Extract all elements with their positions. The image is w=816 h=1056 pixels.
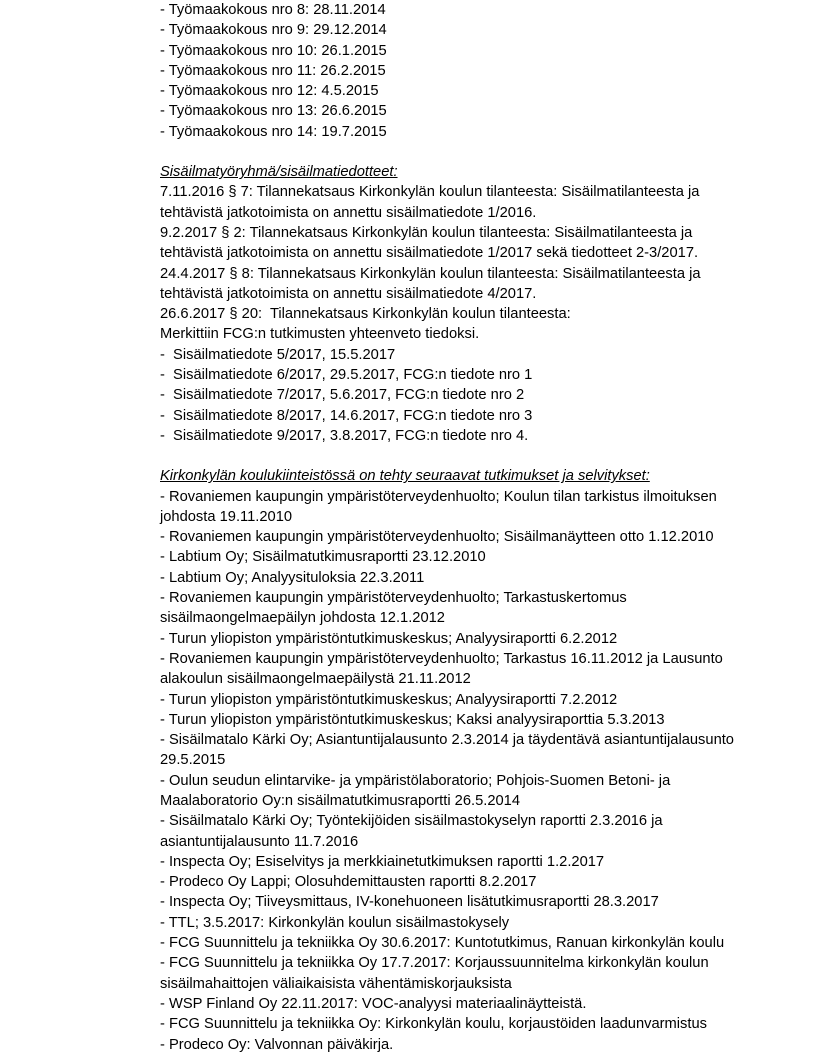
list-item: - FCG Suunnittelu ja tekniikka Oy: Kirkonkylän koulu, korjaustöiden laadunvarmistus (160, 1016, 707, 1033)
list-item: - FCG Suunnittelu ja tekniikka Oy 30.6.2017: Kuntotutkimus, Ranuan kirkonkylän koulu (160, 935, 725, 952)
list-item: - Työmaakokous nro 14: 19.7.2015 (160, 123, 387, 140)
list-item: - Työmaakokous nro 11: 26.2.2015 (160, 62, 386, 79)
section-tutkimukset (160, 466, 744, 1055)
list-item: - Turun yliopiston ympäristöntutkimuskeskus; Analyysiraportti 6.2.2012 (160, 630, 618, 647)
list-item: - Työmaakokous nro 9: 29.12.2014 (160, 22, 387, 39)
paragraph: 26.6.2017 § 20: Tilannekatsaus Kirkonkylän koulun tilanteesta: (160, 306, 571, 323)
section-heading: Sisäilmatyöryhmä/sisäilmatiedotteet: (160, 164, 398, 181)
list-item: - Rovaniemen kaupungin ympäristöterveydenhuolto; Koulun tilan tarkistus ilmoituksen johdosta 19.11.2010 (160, 488, 721, 525)
list-item: - Labtium Oy; Sisäilmatutkimusraportti 23.12.2010 (160, 549, 486, 566)
list-item: - Rovaniemen kaupungin ympäristöterveydenhuolto; Sisäilmanäytteen otto 1.12.2010 (160, 529, 714, 546)
list-item: - Turun yliopiston ympäristöntutkimuskeskus; Analyysiraportti 7.2.2012 (160, 691, 618, 708)
list-item: - Inspecta Oy; Tiiveysmittaus, IV-konehuoneen lisätutkimusraportti 28.3.2017 (160, 894, 659, 911)
section-heading: Kirkonkylän koulukiinteistössä on tehty seuraavat tutkimukset ja selvitykset: (160, 468, 650, 485)
list-item: - WSP Finland Oy 22.11.2017: VOC-analyysi materiaalinäytteistä. (160, 995, 587, 1012)
section-spacer (160, 446, 744, 466)
list-item: - Turun yliopiston ympäristöntutkimuskeskus; Kaksi analyysiraporttia 5.3.2013 (160, 711, 665, 728)
list-item: - Labtium Oy; Analyysituloksia 22.3.2011 (160, 569, 425, 586)
list-item: - Työmaakokous nro 8: 28.11.2014 (160, 2, 386, 18)
list-item: - FCG Suunnittelu ja tekniikka Oy 17.7.2017: Korjaussuunnitelma kirkonkylän koulun sisäilmahaittojen väliaikaisista vähentämiskorjauksista (160, 955, 713, 992)
paragraph: Merkittiin FCG:n tutkimusten yhteenveto tiedoksi. (160, 326, 480, 343)
list-item: - Inspecta Oy; Esiselvitys ja merkkiainetutkimuksen raportti 1.2.2017 (160, 853, 605, 870)
list-item: - Sisäilmatalo Kärki Oy; Asiantuntijalausunto 2.3.2014 ja täydentävä asiantuntijalausunto 29.5.2015 (160, 732, 739, 769)
list-item: - Sisäilmatiedote 8/2017, 14.6.2017, FCG:n tiedote nro 3 (160, 407, 533, 424)
list-item: - Rovaniemen kaupungin ympäristöterveydenhuolto; Tarkastuskertomus sisäilmaongelmaepäilyn johdosta 12.1.2012 (160, 590, 631, 627)
list-item: - TTL; 3.5.2017: Kirkonkylän koulun sisäilmastokysely (160, 914, 510, 931)
list-item: - Sisäilmatiedote 7/2017, 5.6.2017, FCG:n tiedote nro 2 (160, 387, 525, 404)
meeting-list (160, 0, 744, 142)
list-item: - Sisäilmatiedote 6/2017, 29.5.2017, FCG:n tiedote nro 1 (160, 367, 533, 384)
paragraph: 9.2.2017 § 2: Tilannekatsaus Kirkonkylän koulun tilanteesta: Sisäilmatilanteesta ja tehtävistä jatkotoimista on annettu sisäilmatiedote 1/2017 sekä tiedotteet 2-3/2017. (160, 224, 699, 262)
list-item: - Työmaakokous nro 12: 4.5.2015 (160, 83, 379, 100)
section-spacer (160, 142, 744, 162)
list-item: - Prodeco Oy Lappi; Olosuhdemittausten raportti 8.2.2017 (160, 874, 537, 891)
paragraph: 24.4.2017 § 8: Tilannekatsaus Kirkonkylän koulun tilanteesta: Sisäilmatilanteesta ja tehtävistä jatkotoimista on annettu sisäilmatiedote 4/2017. (160, 265, 705, 302)
list-item: - Työmaakokous nro 10: 26.1.2015 (160, 42, 387, 59)
list-item: - Sisäilmatiedote 9/2017, 3.8.2017, FCG:n tiedote nro 4. (160, 427, 529, 444)
section-sisailmatyoryhma (160, 162, 744, 446)
list-item: - Sisäilmatalo Kärki Oy; Työntekijöiden sisäilmastokyselyn raportti 2.3.2016 ja asiantuntijalausunto 11.7.2016 (160, 813, 667, 850)
list-item: - Oulun seudun elintarvike- ja ympäristölaboratorio; Pohjois-Suomen Betoni- ja Maalaboratorio Oy:n sisäilmatutkimusraportti 26.5.2014 (160, 772, 675, 809)
list-item: - Prodeco Oy: Valvonnan päiväkirja. (160, 1036, 394, 1053)
paragraph: 7.11.2016 § 7: Tilannekatsaus Kirkonkylän koulun tilanteesta: Sisäilmatilanteesta ja tehtävistä jatkotoimista on annettu sisäilmatiedote 1/2016. (160, 184, 704, 221)
list-item: - Työmaakokous nro 13: 26.6.2015 (160, 103, 387, 120)
list-item: - Rovaniemen kaupungin ympäristöterveydenhuolto; Tarkastus 16.11.2012 ja Lausunto alakoulun sisäilmaongelmaepäilystä 21.11.2012 (160, 650, 727, 688)
list-item: - Sisäilmatiedote 5/2017, 15.5.2017 (160, 346, 396, 363)
document-body (160, 0, 744, 1055)
